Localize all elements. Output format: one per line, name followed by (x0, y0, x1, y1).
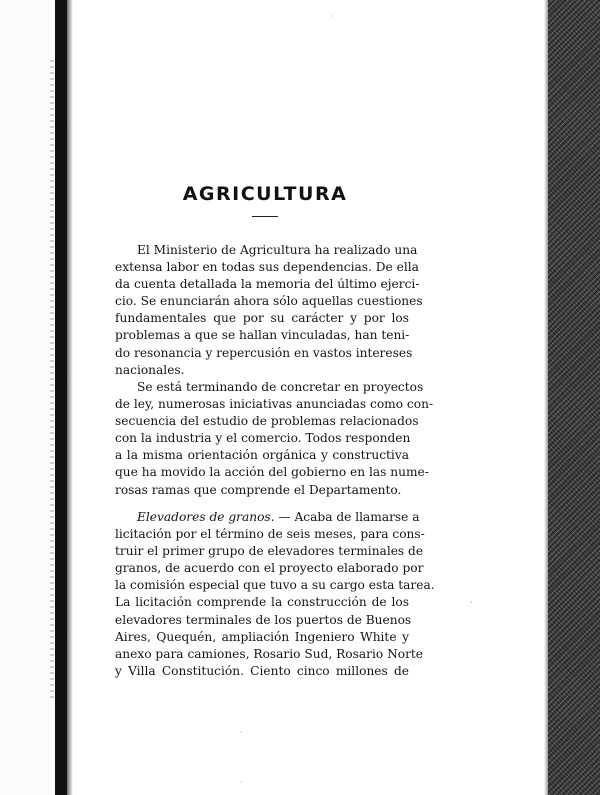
text-line: problemas a que se hallan vinculadas, han teni- (115, 328, 410, 343)
text-line: nacionales. (115, 362, 185, 377)
section-first-line (115, 509, 420, 526)
scan-speck: · (240, 778, 243, 787)
text-line: El Ministerio de Agricultura ha realizado una (137, 243, 418, 257)
text-line: licitación por el término de seis meses, para cons- (115, 527, 425, 542)
text-line: secuencia del estudio de problemas relacionados (115, 414, 419, 429)
text-line: elevadores terminales de los puertos de Buenos (115, 612, 412, 627)
text-line: a la misma orientación orgánica y constructiva (115, 448, 409, 463)
text-line: fundamentales que por su carácter y por los (115, 311, 409, 326)
text-line: La licitación comprende la construcción de los (115, 595, 409, 610)
text-line: con la industria y el comercio. Todos responden (115, 431, 411, 446)
paragraph-2 (115, 379, 434, 499)
title-divider (252, 216, 278, 217)
text-line: extensa labor en todas sus dependencias. De ella (115, 260, 419, 275)
text-line: de ley, numerosas iniciativas anunciadas como con- (115, 397, 434, 412)
section-elevadores (115, 509, 435, 680)
text-line: truir el primer grupo de elevadores terminales de (115, 544, 424, 559)
text-line: la comisión especial que tuvo a su cargo esta tarea. (115, 578, 435, 593)
text-line: rosas ramas que comprende el Departamento. (115, 482, 402, 497)
left-margin (0, 0, 55, 795)
text-line: granos, de acuerdo con el proyecto elaborado por (115, 561, 424, 576)
page-title: AGRICULTURA (182, 183, 348, 205)
text-line: cio. Se enunciarán ahora sólo aquellas cuestiones (115, 294, 423, 309)
text-line: anexo para camiones, Rosario Sud, Rosario Norte (115, 646, 424, 661)
binding-shadow (67, 0, 73, 795)
section-heading: Elevadores de granos. (137, 510, 275, 524)
text-line: do resonancia y repercusión en vastos intereses (115, 345, 413, 360)
scan-speck: · (240, 728, 243, 737)
text-line: Se está terminando de concretar en proyectos (137, 380, 424, 394)
scan-speck: · (330, 12, 333, 21)
paragraph-1 (115, 242, 423, 379)
text-line: que ha movido la acción del gobierno en las nume- (115, 465, 429, 480)
right-page-edge (548, 0, 600, 795)
text-line: da cuenta detallada la memoria del último ejerci- (115, 277, 420, 292)
text-line: Aires, Quequén, ampliación Ingeniero White y (115, 629, 409, 644)
scan-speck: · (470, 598, 473, 607)
section-first-line-text: — Acaba de llamarse a (274, 510, 420, 524)
text-line: y Villa Constitución. Ciento cinco millones de (115, 663, 409, 678)
binding-edge (55, 0, 67, 795)
